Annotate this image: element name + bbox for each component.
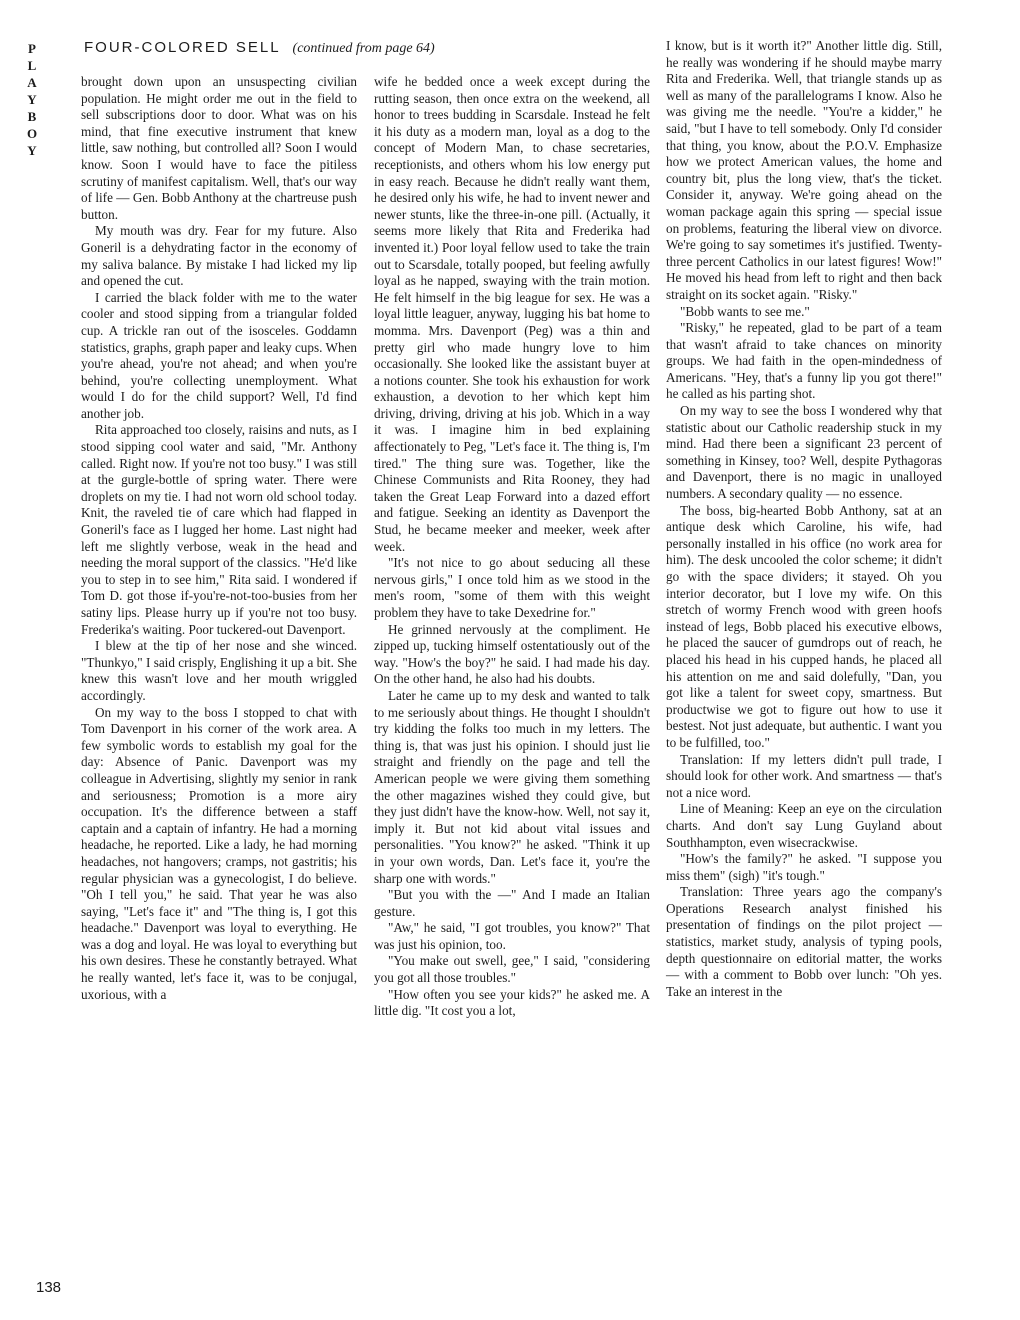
body-paragraph: I carried the black folder with me to the water cooler and stood sipping from a triangular folded cup. A trickle ran out of the isosceles. Goddamn statistics, graphs, graph paper and leaky cups. When you're ahead, you're not ahead; and when you're behind, you're collecting unemployment. What would I do for the child support? Well, I'd find another job. [81,289,357,421]
body-paragraph: "How often you see your kids?" he asked me. A little dig. "It cost you a lot, [374,986,650,1019]
text-column-2 [374,74,650,1020]
body-paragraph: "You make out swell, gee," I said, "considering you got all those troubles." [374,953,650,986]
masthead-letter: L [27,58,37,73]
article-header [84,39,435,57]
body-paragraph: "But you with the —" And I made an Italian gesture. [374,887,650,919]
body-paragraph: On my way to see the boss I wondered why that statistic about our Catholic readership stuck in my mind. Had there been a significant 23 percent of something in Kinsey, too? Well, despite Pythagoras and Davenport, there is no magic in unalloyed numbers. A secondary quality — no essence. [666,403,942,502]
body-paragraph: He grinned nervously at the compliment. He zipped up, tucking himself ostentatiously out of the way. "How's the boy?" he said. I had made his day. On the other hand, he also had his doubts. [374,621,650,687]
body-paragraph: "Bobb wants to see me." [680,303,810,319]
masthead-letter: Y [27,92,37,107]
body-paragraph: Rita approached too closely, raisins and nuts, as I stood sipping cool water and said, "Mr. Anthony called. Right now. If you're not too busy." I was still at the gurgle-bottle of spring water. There were droplets on my tie. I had not worn old school today. Knit, the raveled tie of care which had flapped in Goneril's face as I lugged her home. Last night had left me slightly verbose, weak in the head and needing the moral support of the classics. "He'd like you to step in to see him," Rita said. I wondered if Tom D. got those if-you're-not-too-busies from her satiny lips. Please hurry up if you're not too busy. Frederika's waiting. Poor tuckered-out Davenport. [81,422,357,637]
body-paragraph: The boss, big-hearted Bobb Anthony, sat at an antique desk which Caroline, his wife, had personally installed in his office (no work area for him). The desk uncooled the color scheme; it didn't go with the space dividers; it stayed. Oh you interior decorator, but I love my wife. On this stretch of wormy French wood with green hoofs instead of legs, Bobb placed his executive elbows, he placed the saucer of gumdrops out of reach, he placed his head in his cupped hands, he placed all his attention on me and said dolefully, "Dan, you got like a talent for sweet copy, smartness. But productwise we got to figure out how to use it bestest. Not just adequate, but authentic. I want you to be fulfilled, too." [666,502,942,750]
body-paragraph: "How's the family?" he asked. "I suppose you miss them" (sigh) "it's tough." [666,851,942,883]
masthead-letter: A [27,75,37,90]
body-paragraph: wife he bedded once a week except during the rutting season, then once extra on the weekend, all honor to trees budding in Scarsdale. Instead he felt it his duty as a modern man, loyal as a dog to the concept of Modern Man, to chase secretaries, receptionists, and others whom his low energy put in easy reach. Because he didn't really want them, he desired only his wife, he had to invent newer and newer stunts, like the three-in-one pill. (Actually, it seems more likely that Rita and Frederika had invented it.) Poor loyal fellow used to take the train out to Scarsdale, totally pooped, but feeling awfully loyal as he napped, swaying with the train motion. He felt himself in the big league for sex. He was a loyal little leaguer, anyway, lugging his bat home to momma. Mrs. Davenport (Peg) was a thin and pretty girl who made hungry love to him occasionally. She looked like the assistant buyer at a notions counter. She took his exhaustion for work exhaustion, a devotion to her which kept him driving, driving, driving at his job. Which in a way it was. I imagine him in bed explaining affectionately to Peg, "Let's face it. The thing is, I'm tired." The thing sure was. Together, like the Chinese Communists and Rita Rooney, they had taken the Great Leap Forward into a dazed effort and fatigue. Seeking an identity as Davenport the Stud, he became meeker and meeker, week after week. [374,74,650,554]
text-column-3 [666,38,942,1000]
body-paragraph: On my way to the boss I stopped to chat with Tom Davenport in his corner of the work area. A few symbolic words to establish my goal for the day: Absence of Panic. Davenport was my colleague in Advertising, slightly my senior in rank and seriousness; Promotion is a more airy occupation. It's the difference between a staff captain and a captain of infantry. He had a morning headache, he reported. Like a lady, he had morning headaches, not hangovers; cramps, not gastritis; his regular physician was a gynecologist, I do believe. "Oh I tell you," he said. That year he was also saying, "Let's face it" and "The thing is, I got this headache." Davenport was loyal to everything. He was a dog and loyal. He was loyal to everything but his own desires. These he constantly betrayed. What he really wanted, let's face it, was to be conjugal, uxorious, with a [81,704,358,1002]
article-title: FOUR-COLORED SELL [84,39,281,56]
continued-note: (continued from page 64) [292,41,435,56]
masthead-letter: B [27,109,37,124]
body-paragraph: "Aw," he said, "I got troubles, you know?" That was just his opinion, too. [374,920,650,952]
masthead-letter: Y [27,143,37,158]
body-paragraph: Translation: Three years ago the company's Operations Research analyst finished his presentation of findings on the pilot project — statistics, market study, analysis of typing pools, depth questionnaire on editorial matter, the works — with a comment to Bobb over lunch: "Oh yes. Take an interest in the [666,884,942,999]
body-paragraph: Later he came up to my desk and wanted to talk to me seriously about things. He thought I shouldn't try kidding the folks too much in my letters. The thing is, that was just his opinion. I should just lie straight and friendly on the page and tell the American people we were giving them something the other magazines wished they could give, but they just didn't have the know-how. Well, not say it, imply it. But not kid about vital issues and personalities. "You know?" he asked. "Think it up in your own words, Dan. Let's face it, you're the sharp one with words." [374,687,650,886]
body-paragraph: brought down upon an unsuspecting civilian population. He might order me out in the field to sell subscriptions door to door. What was on his mind, that fine executive instrument that knew little, saw nothing, but controlled all? Soon I would know. Soon I would have to face the pitiless scrutiny of manifest capitalism. Well, that's our way of life — Gen. Bobb Anthony at the chartreuse push button. [81,74,357,222]
body-paragraph: I blew at the tip of her nose and she winced. "Thunkyo," I said crisply, Englishing it up a bit. She knew this wasn't love and her mouth wriggled accordingly. [81,638,357,703]
page-number: 138 [36,1279,62,1296]
body-paragraph: Line of Meaning: Keep an eye on the circulation charts. And don't say Lung Guyland about Southhampton, even wisecrackwise. [666,801,942,850]
magazine-masthead-vertical [22,40,42,159]
text-column-1 [81,74,357,1003]
masthead-letter: P [28,41,36,56]
body-paragraph: My mouth was dry. Fear for my future. Also Goneril is a dehydrating factor in the economy of my saliva balance. By mistake I had licked my lip and opened the cut. [81,223,357,289]
masthead-letter: O [26,126,38,141]
body-paragraph: Translation: If my letters didn't pull trade, I should look for other work. And smartness — that's not a nice word. [666,751,942,800]
body-paragraph: "It's not nice to go about seducing all these nervous girls," I once told him as we stood in the men's room, "some of them with this weight problem they have to take Dexedrine for." [374,555,650,620]
body-paragraph: "Risky," he repeated, glad to be part of a team that wasn't afraid to take chances on minority groups. We had faith in the open-mindedness of Americans. "Hey, that's a funny lip you got there!" he called as his parting shot. [666,320,942,402]
body-paragraph: I know, but is it worth it?" Another little dig. Still, he really was wondering if he should maybe marry Rita and Frederika. Well, that triangle stands up as well as many of the parallelograms I know. Also he was giving me the needle. "You're a kidder," he said, "but I have to tell somebody. Only I'd consider that thing, you know, about the P.O.V. Emphasize how we protect American values, the home and country bit, plus the long view, that's the ticket. Consider it, anyway. We're going ahead on the woman package again this spring — special issue on problems, featuring the liberal view on divorce. We're going to say sometimes it's justified. Twenty-three percent Catholics in our latest figures! Wow!" He moved his head from left to right and then back straight on its socket again. "Risky." [666,38,942,302]
